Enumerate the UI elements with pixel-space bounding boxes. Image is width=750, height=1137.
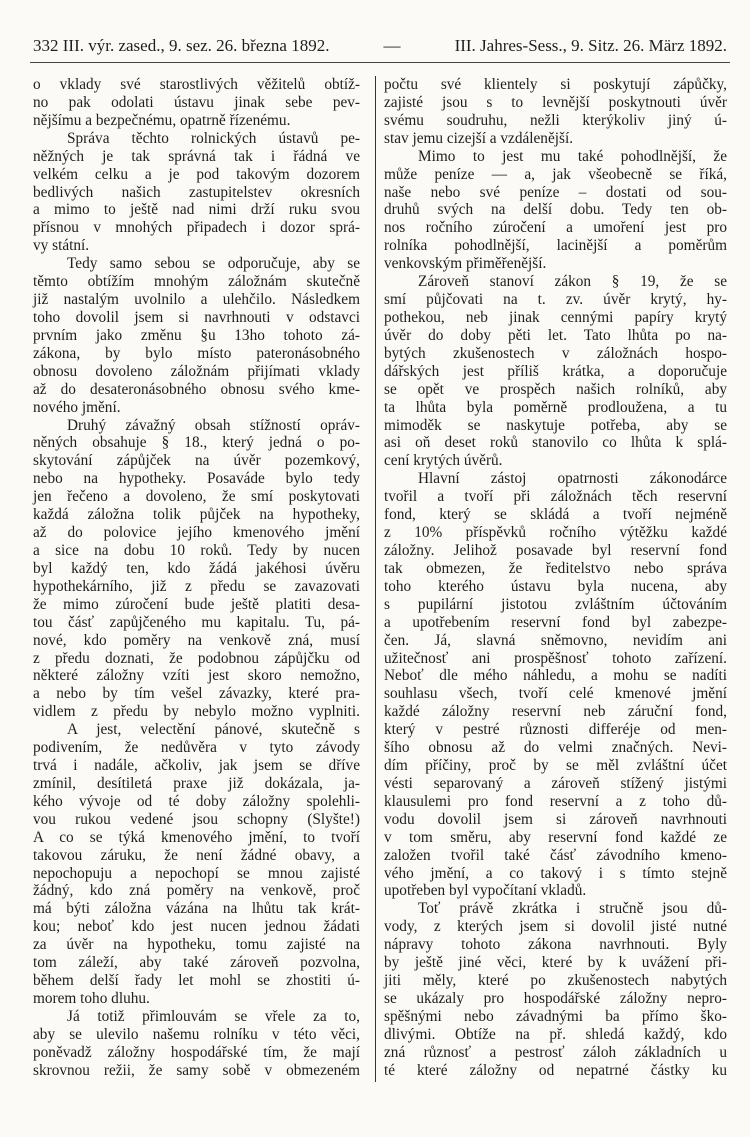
- left-column-text-line: Tedy samo sebou se odporučuje, aby se: [67, 255, 360, 273]
- right-column-text-line: úvěr do doby pěti let. Tato lhůta po na-: [384, 326, 727, 344]
- right-column-text-line: Hlavní zástoj opatrnosti zákonodárce: [418, 470, 727, 488]
- right-column: [384, 76, 727, 1080]
- left-column-text-line: takovou záruku, že není žádné obavy, a: [33, 846, 360, 864]
- left-column-text-line: nepochopuju a nepochopí se mnou zajisté: [33, 864, 360, 882]
- right-column-text-line: se ukázaly pro hospodářské záložny nepro-: [384, 990, 727, 1008]
- left-column-text-line: prvním jako změnu §u 13ho tohoto zá-: [33, 326, 360, 344]
- left-column-text-line: jen řečeno a dovoleno, že smí poskytovati: [33, 488, 360, 506]
- header-czech-text: III. výr. zased., 9. sez. 26. března 1892.: [62, 36, 330, 55]
- left-column-text-line: kého vývoje od té doby záložny spolehli-: [33, 792, 360, 810]
- left-column-text-line: vou rukou vedené jsou schopny (Slyšte!): [33, 810, 360, 828]
- right-column-text-line: dlivými. Obtíže na př. shledá každý, kdo: [384, 1025, 727, 1043]
- right-column-text-line: záložny. Jelihož posavade byl reservní fond: [384, 541, 727, 559]
- left-column-text-line: tom záleží, aby také zároveň pozvolna,: [33, 954, 360, 972]
- left-column-text-line: má býti záložna vázána na lhůtu tak krát-: [33, 900, 360, 918]
- left-column-text-line: trvá i nadále, ačkoliv, jak jsem se dříve: [33, 757, 360, 775]
- left-column-text-line: kou; neboť kdo jest nucen jednou žádati: [33, 918, 360, 936]
- header-separator: —: [383, 36, 401, 55]
- left-column-text-line: Správa těchto rolnických ústavů pe-: [67, 129, 360, 147]
- right-column-text-line: venkovským přiměřenější.: [384, 255, 547, 273]
- right-column-text-line: souhlasu všech, tvoří celé kmenové jmění: [384, 685, 727, 703]
- right-column-text-line: tak obmezen, že ředitelstvo nebo správa: [384, 559, 727, 577]
- right-column-text-line: zná různosť a pestrosť záloh základních u: [384, 1043, 727, 1061]
- left-column-text-line: zmínil, desítiletá praxe již dokázala, ja-: [33, 774, 360, 792]
- right-column-text-line: z 10% příspěvků ročního výtěžku každé: [384, 524, 727, 542]
- right-column-text-line: dářských jest příliš krátka, a doporučuje: [384, 362, 727, 380]
- right-column-text-line: bytých zkušenostech v záložnách hospo-: [384, 344, 727, 362]
- left-column-text-line: a sice na dobu 10 roků. Tedy by nucen: [33, 541, 360, 559]
- left-column-text-line: vy státní.: [33, 237, 90, 255]
- right-column-text-line: počtu své klientely si poskytují zápůčky,: [384, 76, 727, 93]
- left-column-text-line: nového jmění.: [33, 398, 121, 416]
- right-column-text-line: vodu dovolil jsem si zároveň navrhnouti: [384, 810, 727, 828]
- left-column-text-line: skytování zápůjček na úvěr pozemkový,: [33, 452, 360, 470]
- left-column-text-line: že mimo zúročení bude ještě platiti desa-: [33, 595, 360, 613]
- left-column-text-line: a nebo by tím vešel závazky, které pra-: [33, 685, 360, 703]
- right-column-text-line: upotřeben byl vypočítaní vkladů.: [384, 882, 587, 900]
- right-column-text-line: Toť právě zkrátka i stručně jsou dů-: [418, 900, 727, 918]
- header-czech: [33, 36, 329, 56]
- left-column-text-line: nějšímu a bezpečnému, opatrně řízenému.: [33, 111, 291, 129]
- left-column-text-line: velkém celku a je pod takovým dozorem: [33, 165, 360, 183]
- left-column-text-line: A co se týká kmenového jmění, to tvoří: [33, 828, 360, 846]
- left-column-text-line: těmto obtížím mnohým záložnám skutečně: [33, 273, 360, 291]
- page-number: 332: [33, 36, 59, 55]
- left-column-text-line: nebo na hypotheky. Posaváde bylo tedy: [33, 470, 360, 488]
- right-column-text-line: klausulemi pro fond reservní a z toho dů-: [384, 792, 727, 810]
- right-column-text-line: každé záložny reservní neb záruční fond,: [384, 703, 727, 721]
- right-column-text-line: smí půjčovati na t. zv. úvěr krytý, hy-: [384, 291, 727, 309]
- right-column-text-line: užitečnosť ani prospěšnosť tohoto zařízení.: [384, 649, 727, 667]
- right-column-text-line: naše nebo své peníze – dostati od sou-: [384, 183, 727, 201]
- right-column-text-line: svému soudruhu, nežli kterýkoliv jiný ú-: [384, 111, 727, 129]
- right-column-text-line: Neboť dle mého náhledu, a mohu se nadíti: [384, 667, 727, 685]
- left-column-text-line: z předu doznati, že podobnou zápůjčku od: [33, 649, 360, 667]
- header-rule: [30, 62, 730, 63]
- left-column-text-line: no pak odolati ústavu jinak sebe pev-: [33, 93, 360, 111]
- right-column-text-line: cení krytých úvěrů.: [384, 452, 503, 470]
- right-column-text-line: vody, z kterých jsem si dovolil jisté nutné: [384, 918, 727, 936]
- left-column: [33, 76, 360, 1080]
- left-column-text-line: za úvěr na hypotheku, tomu zajisté na: [33, 936, 360, 954]
- left-column-text-line: něžných je tak správná tak i řádná ve: [33, 147, 360, 165]
- left-column-text-line: žádný, kdo zná poměry na venkově, proč: [33, 882, 360, 900]
- left-column-text-line: A jest, velectění pánové, skutečně s: [67, 721, 360, 739]
- right-column-text-line: který v pestré různosti differéje od men-: [384, 721, 727, 739]
- right-column-text-line: Mimo to jest mu také pohodlnější, že: [418, 147, 727, 165]
- right-column-text-line: může peníze — a, jak všeobecně se říká,: [384, 165, 727, 183]
- right-column-text-line: asi oň deset roků stanovilo co lhůta k splá-: [384, 434, 727, 452]
- right-column-text-line: stav jemu cizejší a vzdálenější.: [384, 129, 574, 147]
- left-column-text-line: o vklady své starostlivých věžitelů obtíž-: [33, 76, 360, 93]
- right-column-text-line: dím příčiny, proč by se měl zvláštní účet: [384, 757, 727, 775]
- right-column-text-line: mimoděk se naskytuje potřeba, aby se: [384, 416, 727, 434]
- left-column-text-line: a mimo to ještě nad nimi drží ruku svou: [33, 201, 360, 219]
- left-column-text-line: něných obsahuje § 18., který jedná o po-: [33, 434, 360, 452]
- right-column-text-line: čen. Já, slavná sněmovno, nevidím ani: [384, 631, 727, 649]
- header-german: III. Jahres-Sess., 9. Sitz. 26. März 1892.: [454, 36, 727, 55]
- right-column-text-line: nápravy tohoto zákona navrhnouti. Byly: [384, 936, 727, 954]
- right-column-text-line: jiti měly, které po zkušenostech nabytých: [384, 972, 727, 990]
- left-column-text-line: podivením, že nedůvěra v tyto závody: [33, 739, 360, 757]
- left-column-text-line: nové, kdo poměry na venkově zná, musí: [33, 631, 360, 649]
- left-column-text-line: morem toho dluhu.: [33, 990, 150, 1008]
- right-column-text-line: druhů svých na delší dobu. Tedy ten ob-: [384, 201, 727, 219]
- right-column-text-line: a upotřebením reservní fond byl zabezpe-: [384, 613, 727, 631]
- left-column-text-line: každá záložna tolik půjček na hypotheky,: [33, 506, 360, 524]
- left-column-text-line: aby se ulevilo našemu rolníku v této věci,: [33, 1025, 360, 1043]
- right-column-text-line: tvořil a tvoří při záložnách těch reservní: [384, 488, 727, 506]
- right-column-text-line: ta lhůta byla poměrně prodloužena, a tu: [384, 398, 727, 416]
- left-column-text-line: tou čásť zapůjčeného mu kapitalu. Tu, pá-: [33, 613, 360, 631]
- right-column-text-line: v tom směru, aby reservní fond každé ze: [384, 828, 727, 846]
- left-column-text-line: až do desateronásobného obnosu svého kme-: [33, 380, 360, 398]
- right-column-text-line: založen tvořil také čásť závodního kmeno-: [384, 846, 727, 864]
- left-column-text-line: vidlem z předu by nebylo možno vyplniti.: [33, 703, 360, 721]
- left-column-text-line: během delší řady let mohl se zhostiti ú-: [33, 972, 360, 990]
- right-column-text-line: zajisté jsou s to levnější poskytnouti úvěr: [384, 93, 727, 111]
- right-column-text-line: té které záložny od nepatrné částky ku: [384, 1061, 727, 1079]
- left-column-text-line: obnosu dovoleno záložnám přijímati vklady: [33, 362, 360, 380]
- right-column-text-line: rolníka pohodlnější, lacinější a poměrům: [384, 237, 727, 255]
- right-column-text-line: fond, který se skládá a tvoří nejméně: [384, 506, 727, 524]
- left-column-text-line: již nastalým uvolnilo a ulehčilo. Následkem: [33, 291, 360, 309]
- left-column-text-line: skrovnou režii, že samy sobě v obmezeném: [33, 1061, 360, 1079]
- right-column-text-line: Zároveň stanoví zákon § 19, že se: [418, 273, 727, 291]
- running-header: [33, 36, 727, 56]
- right-column-text-line: toho kterého ústavu byla nucena, aby: [384, 577, 727, 595]
- left-column-text-line: bedlivých našich zastupitelstev okresních: [33, 183, 360, 201]
- left-column-text-line: přísnou v mnohých připadech i dozor sprá-: [33, 219, 360, 237]
- right-column-text-line: se opět ve prospěch našich rolníků, aby: [384, 380, 727, 398]
- left-column-text-line: Já totiž přimlouvám se vřele za to,: [67, 1007, 360, 1025]
- left-column-text-line: až do polovice jejího kmenového jmění: [33, 524, 360, 542]
- column-divider: [375, 76, 376, 1082]
- left-column-text-line: toho dovolil jsem si navrhnouti v odstavci: [33, 308, 360, 326]
- right-column-text-line: vého jmění, a co takový i s tímto stejně: [384, 864, 727, 882]
- left-column-text-line: Druhý závažný obsah stížností opráv-: [67, 416, 360, 434]
- right-column-text-line: vésti separovaný a zároveň stížený jistými: [384, 774, 727, 792]
- right-column-text-line: šího obnosu až do velmi značných. Nevi-: [384, 739, 727, 757]
- left-column-text-line: poněvadž záložny hospodářské tím, že mají: [33, 1043, 360, 1061]
- left-column-text-line: byl každý ten, kdo žádá jakéhosi úvěru: [33, 559, 360, 577]
- right-column-text-line: pothekou, neb jinak cennými papíry krytý: [384, 308, 727, 326]
- right-column-text-line: by ještě jiné věci, které by k uvážení při-: [384, 954, 727, 972]
- right-column-text-line: nos ročního zúročení a umoření jest pro: [384, 219, 727, 237]
- left-column-text-line: některé záložny vzíti jest skoro nemožno,: [33, 667, 360, 685]
- right-column-text-line: spěšnými nebo závadnými ba přímo ško-: [384, 1007, 727, 1025]
- left-column-text-line: zákona, by bylo místo pateronásobného: [33, 344, 360, 362]
- right-column-text-line: s pupilární jistotou zvláštním účtováním: [384, 595, 727, 613]
- left-column-text-line: hypothekárního, již z předu se zavazovati: [33, 577, 360, 595]
